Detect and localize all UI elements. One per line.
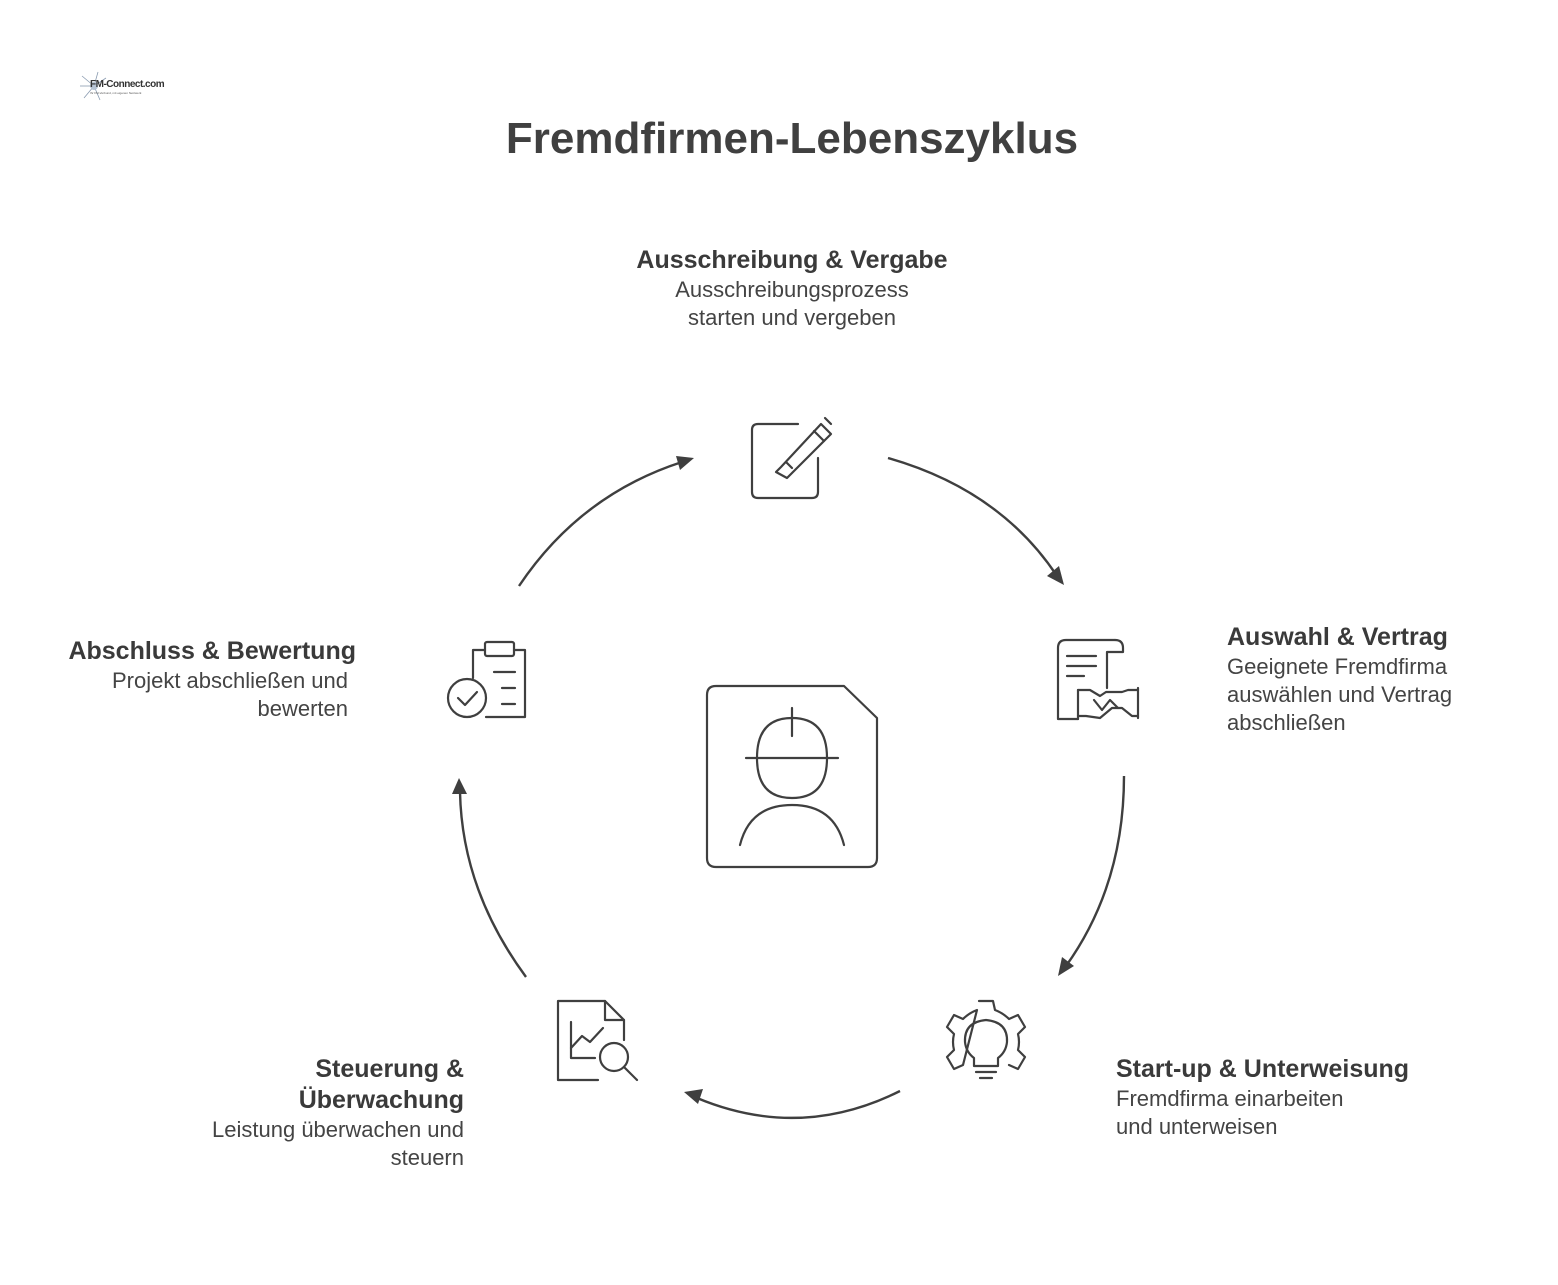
document-pen-icon bbox=[752, 418, 831, 498]
stage-steuerung bbox=[140, 1054, 464, 1172]
stage-description: Geeignete Fremdfirma auswählen und Vertrag abschließen bbox=[1227, 654, 1453, 735]
chart-magnifier-icon bbox=[558, 1001, 637, 1080]
stage-description: Projekt abschließen und bewerten bbox=[111, 668, 348, 721]
stage-title: Steuerung & Überwachung bbox=[298, 1055, 464, 1114]
logo-subtext: Ihr FM-Verbund, mit eigenen Netzwerk bbox=[90, 91, 142, 95]
stage-description: Fremdfirma einarbeiten und unterweisen bbox=[1116, 1086, 1344, 1139]
worker-hardhat-icon bbox=[707, 686, 877, 867]
stage-description: Leistung überwachen und steuern bbox=[212, 1117, 464, 1170]
cycle-arrow-4 bbox=[452, 778, 526, 977]
cycle-arrow-2 bbox=[1058, 776, 1124, 976]
cycle-arrow-1 bbox=[888, 458, 1064, 585]
stage-title: Start-up & Unterweisung bbox=[1116, 1055, 1410, 1083]
stage-ausschreibung bbox=[590, 245, 994, 332]
stage-title: Abschluss & Bewertung bbox=[68, 637, 356, 665]
cycle-arrow-5 bbox=[519, 456, 694, 586]
logo-text: FM-Connect.com bbox=[90, 79, 165, 90]
clipboard-check-icon bbox=[448, 642, 525, 717]
contract-handshake-icon bbox=[1058, 640, 1138, 719]
gear-lightbulb-icon bbox=[947, 1001, 1025, 1078]
stage-title: Ausschreibung & Vergabe bbox=[636, 246, 948, 274]
stage-title: Auswahl & Vertrag bbox=[1227, 623, 1448, 651]
stage-auswahl bbox=[1227, 622, 1537, 737]
stage-abschluss bbox=[40, 636, 356, 723]
stage-description: Ausschreibungsprozess starten und vergeben bbox=[675, 277, 909, 330]
cycle-arrow-3 bbox=[684, 1089, 900, 1118]
stage-startup bbox=[1116, 1054, 1506, 1141]
page-title: Fremdfirmen-Lebenszyklus bbox=[505, 114, 1079, 163]
